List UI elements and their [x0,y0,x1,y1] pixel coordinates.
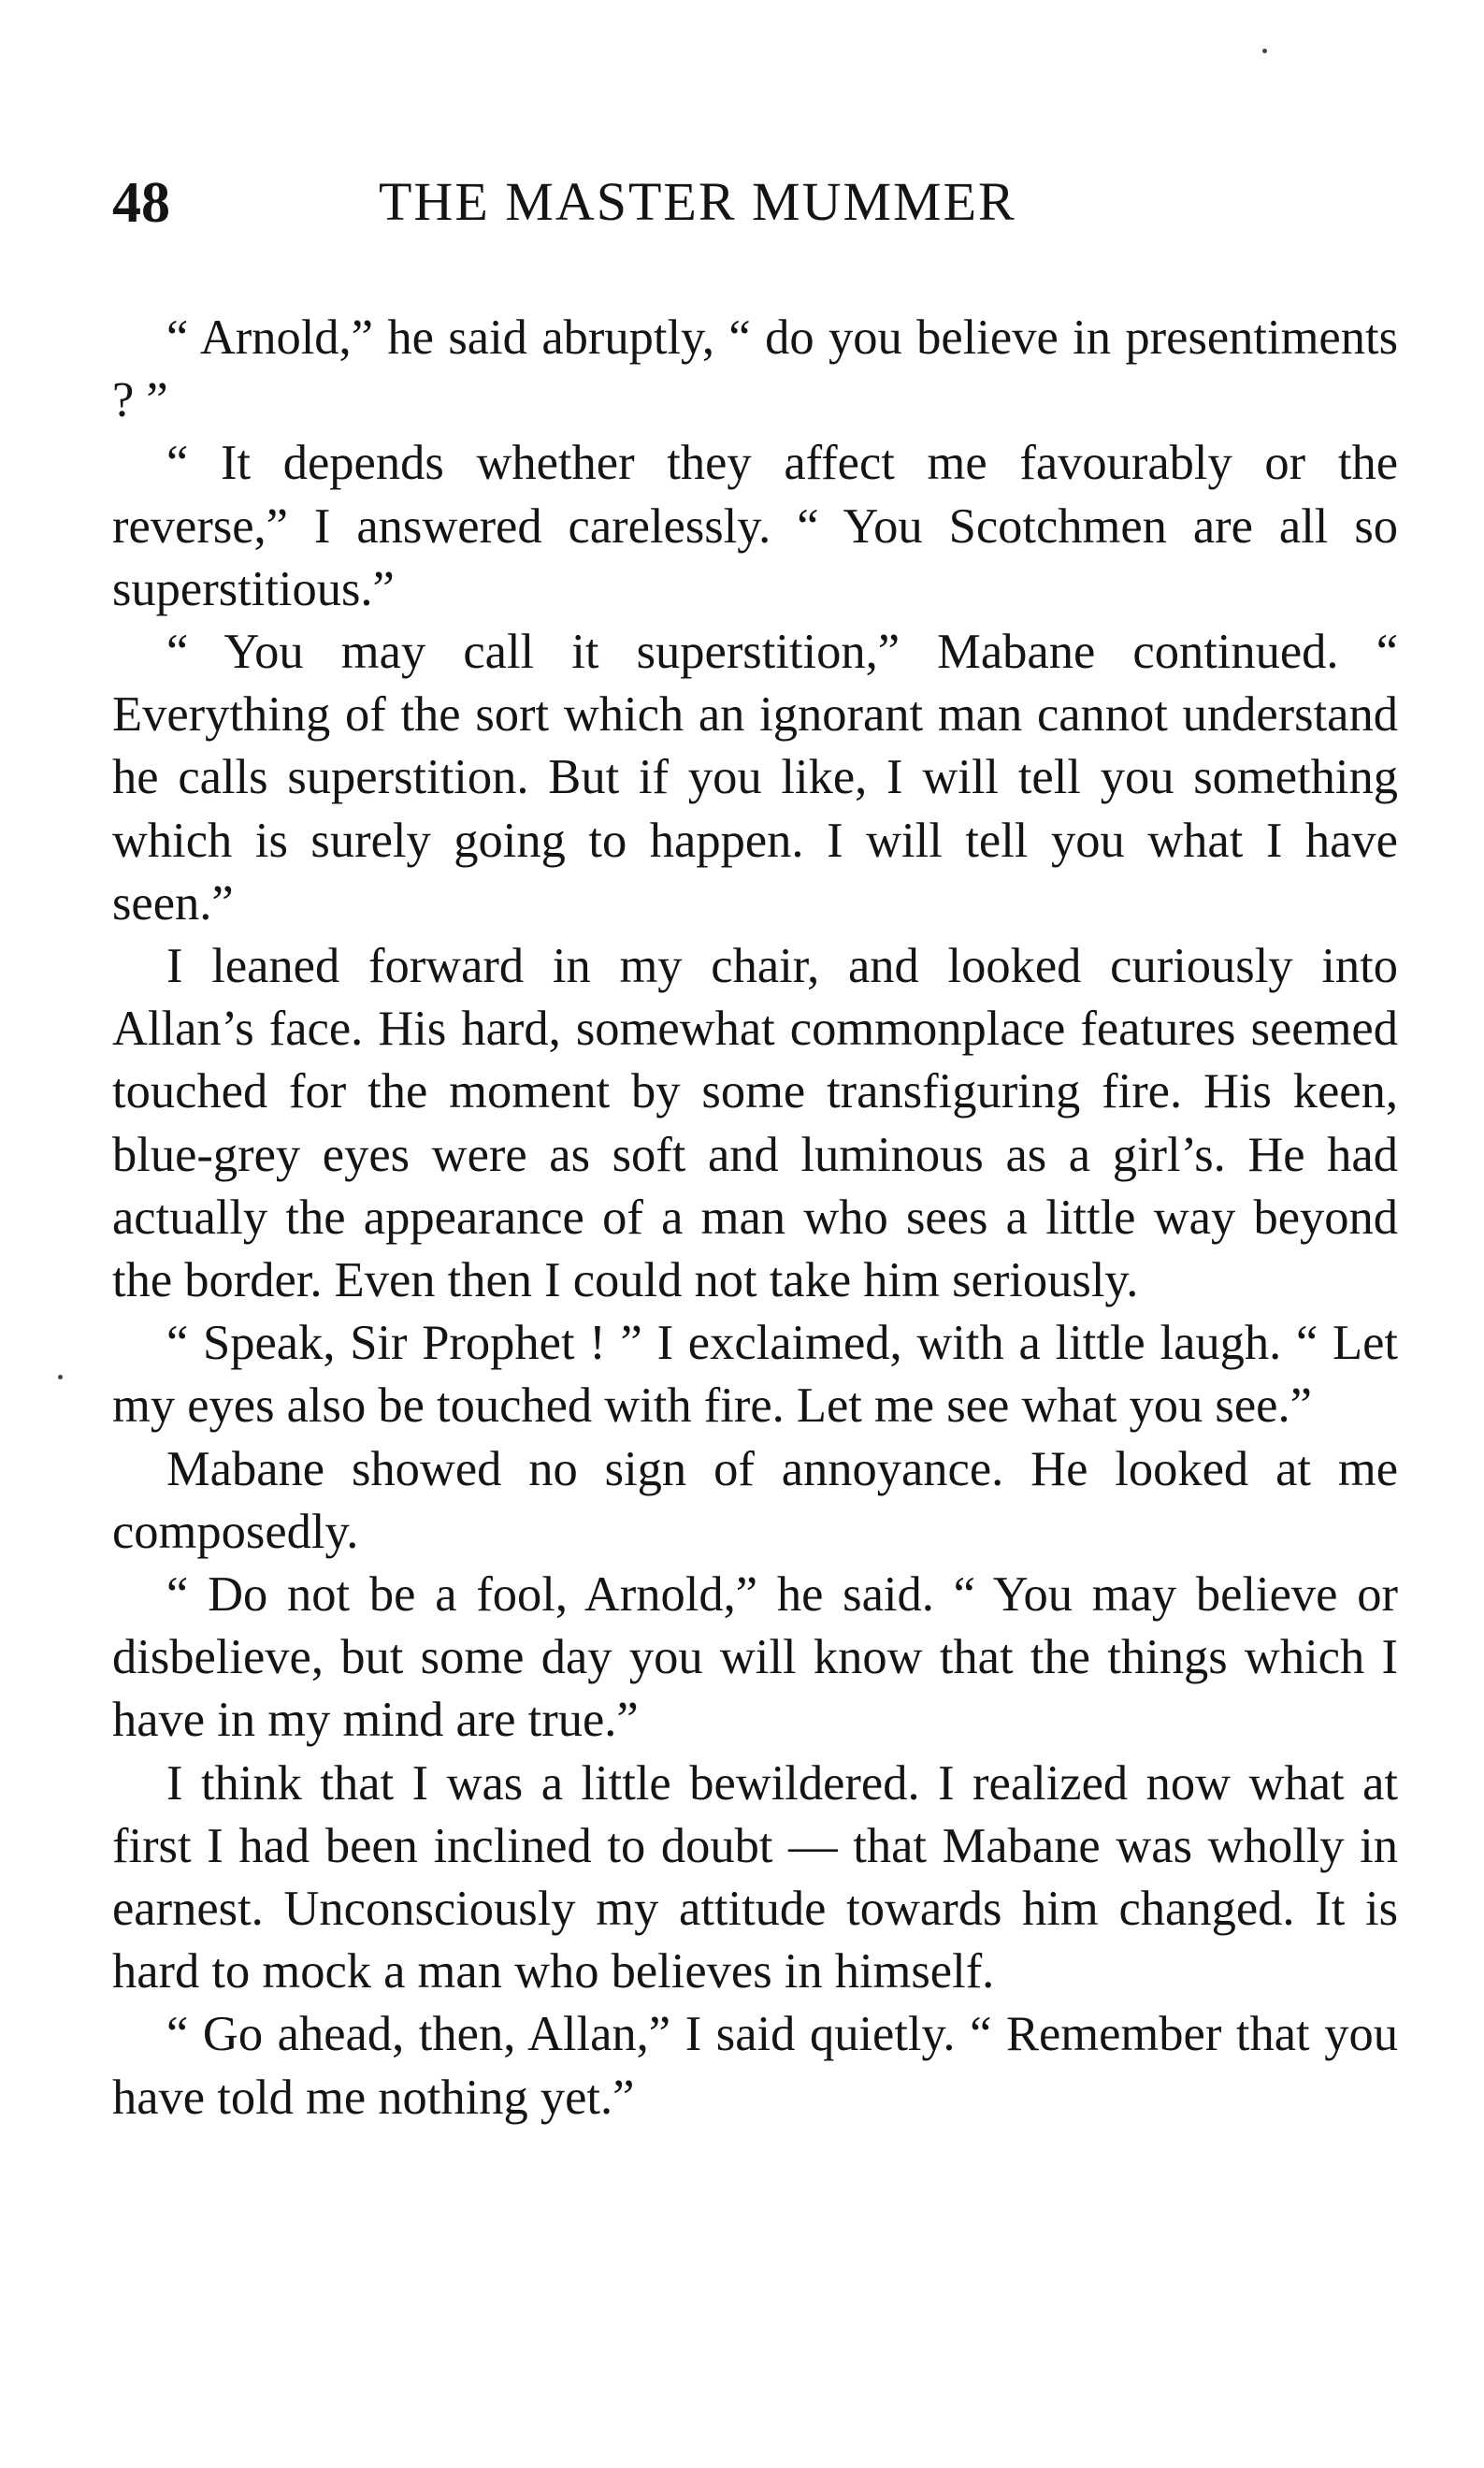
paragraph: “ Speak, Sir Prophet ! ” I exclaimed, with a little laugh. “ Let my eyes also be touched with fire. Let me see what you see.” [112,1316,1398,1434]
paragraph: I think that I was a little bewildered. I realized now what at first I had been inclined to doubt — that Mabane was wholly in earnest. Unconsciously my attitude towards him changed. It is hard to mock a man who believes in himself. [112,1755,1398,1999]
paragraph: “ It depends whether they affect me favourably or the reverse,” I answered carelessly. “ You Scotchmen are all so superstitious.” [112,436,1398,616]
page-number: 48 [112,171,170,235]
paragraph: I leaned forward in my chair, and looked curiously into Allan’s face. His hard, somewhat commonplace features seemed touched for the moment by some transfiguring fire. His keen, blue-grey eyes were as soft and luminous as a girl’s. He had actually the appearance of a man who sees a little way beyond the border. Even then I could not take him seriously. [112,939,1398,1308]
running-head [112,159,1398,243]
paragraph: Mabane showed no sign of annoyance. He looked at me composedly. [112,1441,1398,1559]
ink-speck [58,1375,63,1379]
paragraph: “ Go ahead, then, Allan,” I said quietly. “ Remember that you have told me nothing yet.” [112,2007,1398,2125]
paragraph: “ You may call it superstition,” Mabane continued. “ Everything of the sort which an ignorant man cannot understand he calls superstition. But if you like, I will tell you something which is surely going to happen. I will tell you what I have seen.” [112,625,1398,931]
book-page [112,159,1398,2129]
ink-speck [1262,49,1267,53]
book-title: THE MASTER MUMMER [379,171,1016,232]
body-text [112,307,1398,2129]
paragraph: “ Do not be a fool, Arnold,” he said. “ You may believe or disbelieve, but some day you will know that the things which I have in my mind are true.” [112,1567,1398,1748]
paragraph: “ Arnold,” he said abruptly, “ do you believe in presentiments ? ” [112,310,1398,428]
